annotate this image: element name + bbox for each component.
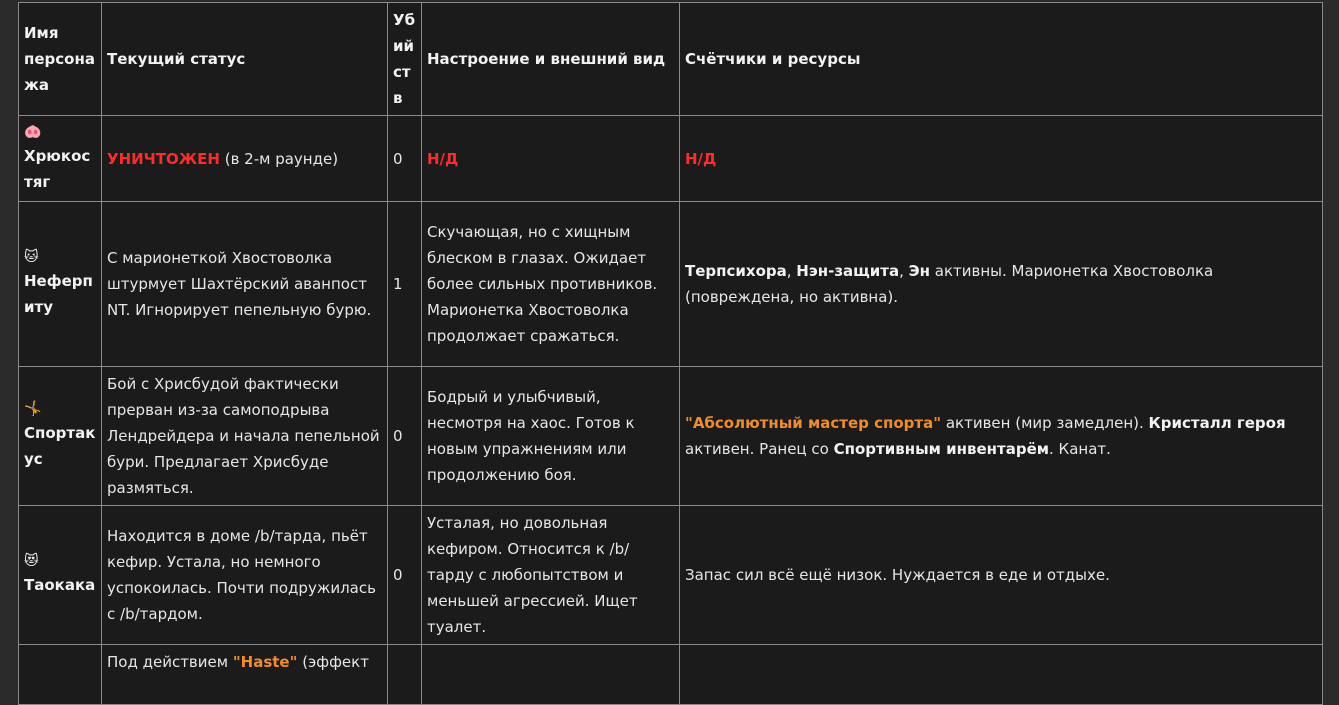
table-row <box>19 367 1323 506</box>
counters-text: активен. Ранец со <box>685 440 834 458</box>
ability-name: Нэн-защита <box>796 262 900 280</box>
status-text: (в 2-м раунде) <box>219 149 339 168</box>
counters-cell <box>680 116 1323 202</box>
counters-text: активны. Марионетка Хвостоволка (повреждена, но активна). <box>685 262 1214 306</box>
haste-label: "Haste" <box>232 653 298 671</box>
character-name: Таокака <box>24 576 96 594</box>
header-status: Текущий статус <box>102 3 388 116</box>
header-kills: Убийств <box>388 3 422 116</box>
header-name: Имя персонажа <box>19 3 102 116</box>
cat-face-icon: 🐱 <box>24 249 39 265</box>
kills-cell <box>388 645 422 705</box>
counters-text: , <box>899 262 909 280</box>
counters-cell <box>680 202 1323 367</box>
na-label: Н/Д <box>685 149 717 168</box>
characters-table <box>18 2 1323 705</box>
status-cell <box>102 645 388 705</box>
counters-text: активен (мир замедлен). <box>941 414 1149 432</box>
table-row <box>19 116 1323 202</box>
status-cell: С марионеткой Хвостоволка штурмует Шахтёрский аванпост NT. Игнорирует пепельную бурю. <box>102 202 388 367</box>
mood-cell: Бодрый и улыбчивый, несмотря на хаос. Готов к новым упражнениям или продолжению боя. <box>422 367 680 506</box>
character-name: Хрюкостяг <box>24 146 91 191</box>
counters-cell <box>680 645 1323 705</box>
header-counters: Счётчики и ресурсы <box>680 3 1323 116</box>
ability-name: Терпсихора <box>685 262 787 280</box>
status-text: Под действием <box>107 653 233 671</box>
character-name: Спортакус <box>24 424 96 468</box>
counters-text: . Канат. <box>1049 440 1111 458</box>
counters-cell <box>680 367 1323 506</box>
item-name: Спортивным инвентарём <box>833 440 1050 458</box>
counters-text: , <box>786 262 797 280</box>
header-mood: Настроение и внешний вид <box>422 3 680 116</box>
character-name-cell <box>19 506 102 645</box>
mood-cell <box>422 645 680 705</box>
character-name-cell <box>19 116 102 202</box>
na-label: Н/Д <box>427 149 459 168</box>
pig-nose-icon: 🐽 <box>24 123 42 140</box>
characters-table-container <box>18 2 1322 705</box>
counters-cell: Запас сил всё ещё низок. Нуждается в еде и отдыхе. <box>680 506 1323 645</box>
table-row <box>19 202 1323 367</box>
status-cell: Находится в доме /b/тарда, пьёт кефир. Устала, но немного успокоилась. Почти подружилась с /b/тардом. <box>102 506 388 645</box>
kills-cell: 0 <box>388 506 422 645</box>
header-row <box>19 3 1323 116</box>
cartwheel-icon: 🤸 <box>24 401 42 417</box>
character-name-cell <box>19 645 102 705</box>
ability-name: Эн <box>908 262 930 280</box>
character-name: Неферпиту <box>24 272 93 316</box>
ability-highlight: "Абсолютный мастер спорта" <box>685 414 942 432</box>
kills-cell: 0 <box>388 367 422 506</box>
table-row <box>19 506 1323 645</box>
destroyed-label: УНИЧТОЖЕН <box>107 149 220 168</box>
character-name-cell <box>19 202 102 367</box>
mood-cell: Скучающая, но с хищным блеском в глазах. Ожидает более сильных противников. Марионетка Хвостоволка продолжает сражаться. <box>422 202 680 367</box>
status-text: (эффект <box>297 653 369 671</box>
mood-cell: Усталая, но довольная кефиром. Относится к /b/тарду с любопытством и меньшей агрессией. Ищет туалет. <box>422 506 680 645</box>
character-name-cell <box>19 367 102 506</box>
heart-eyes-cat-icon: 😻 <box>24 553 39 569</box>
item-name: Кристалл героя <box>1148 414 1286 432</box>
table-row <box>19 645 1323 705</box>
status-cell: Бой с Хрисбудой фактически прерван из-за самоподрыва Лендрейдера и начала пепельной бури. Предлагает Хрисбуде размяться. <box>102 367 388 506</box>
status-cell <box>102 116 388 202</box>
kills-cell: 1 <box>388 202 422 367</box>
kills-cell: 0 <box>388 116 422 202</box>
mood-cell <box>422 116 680 202</box>
